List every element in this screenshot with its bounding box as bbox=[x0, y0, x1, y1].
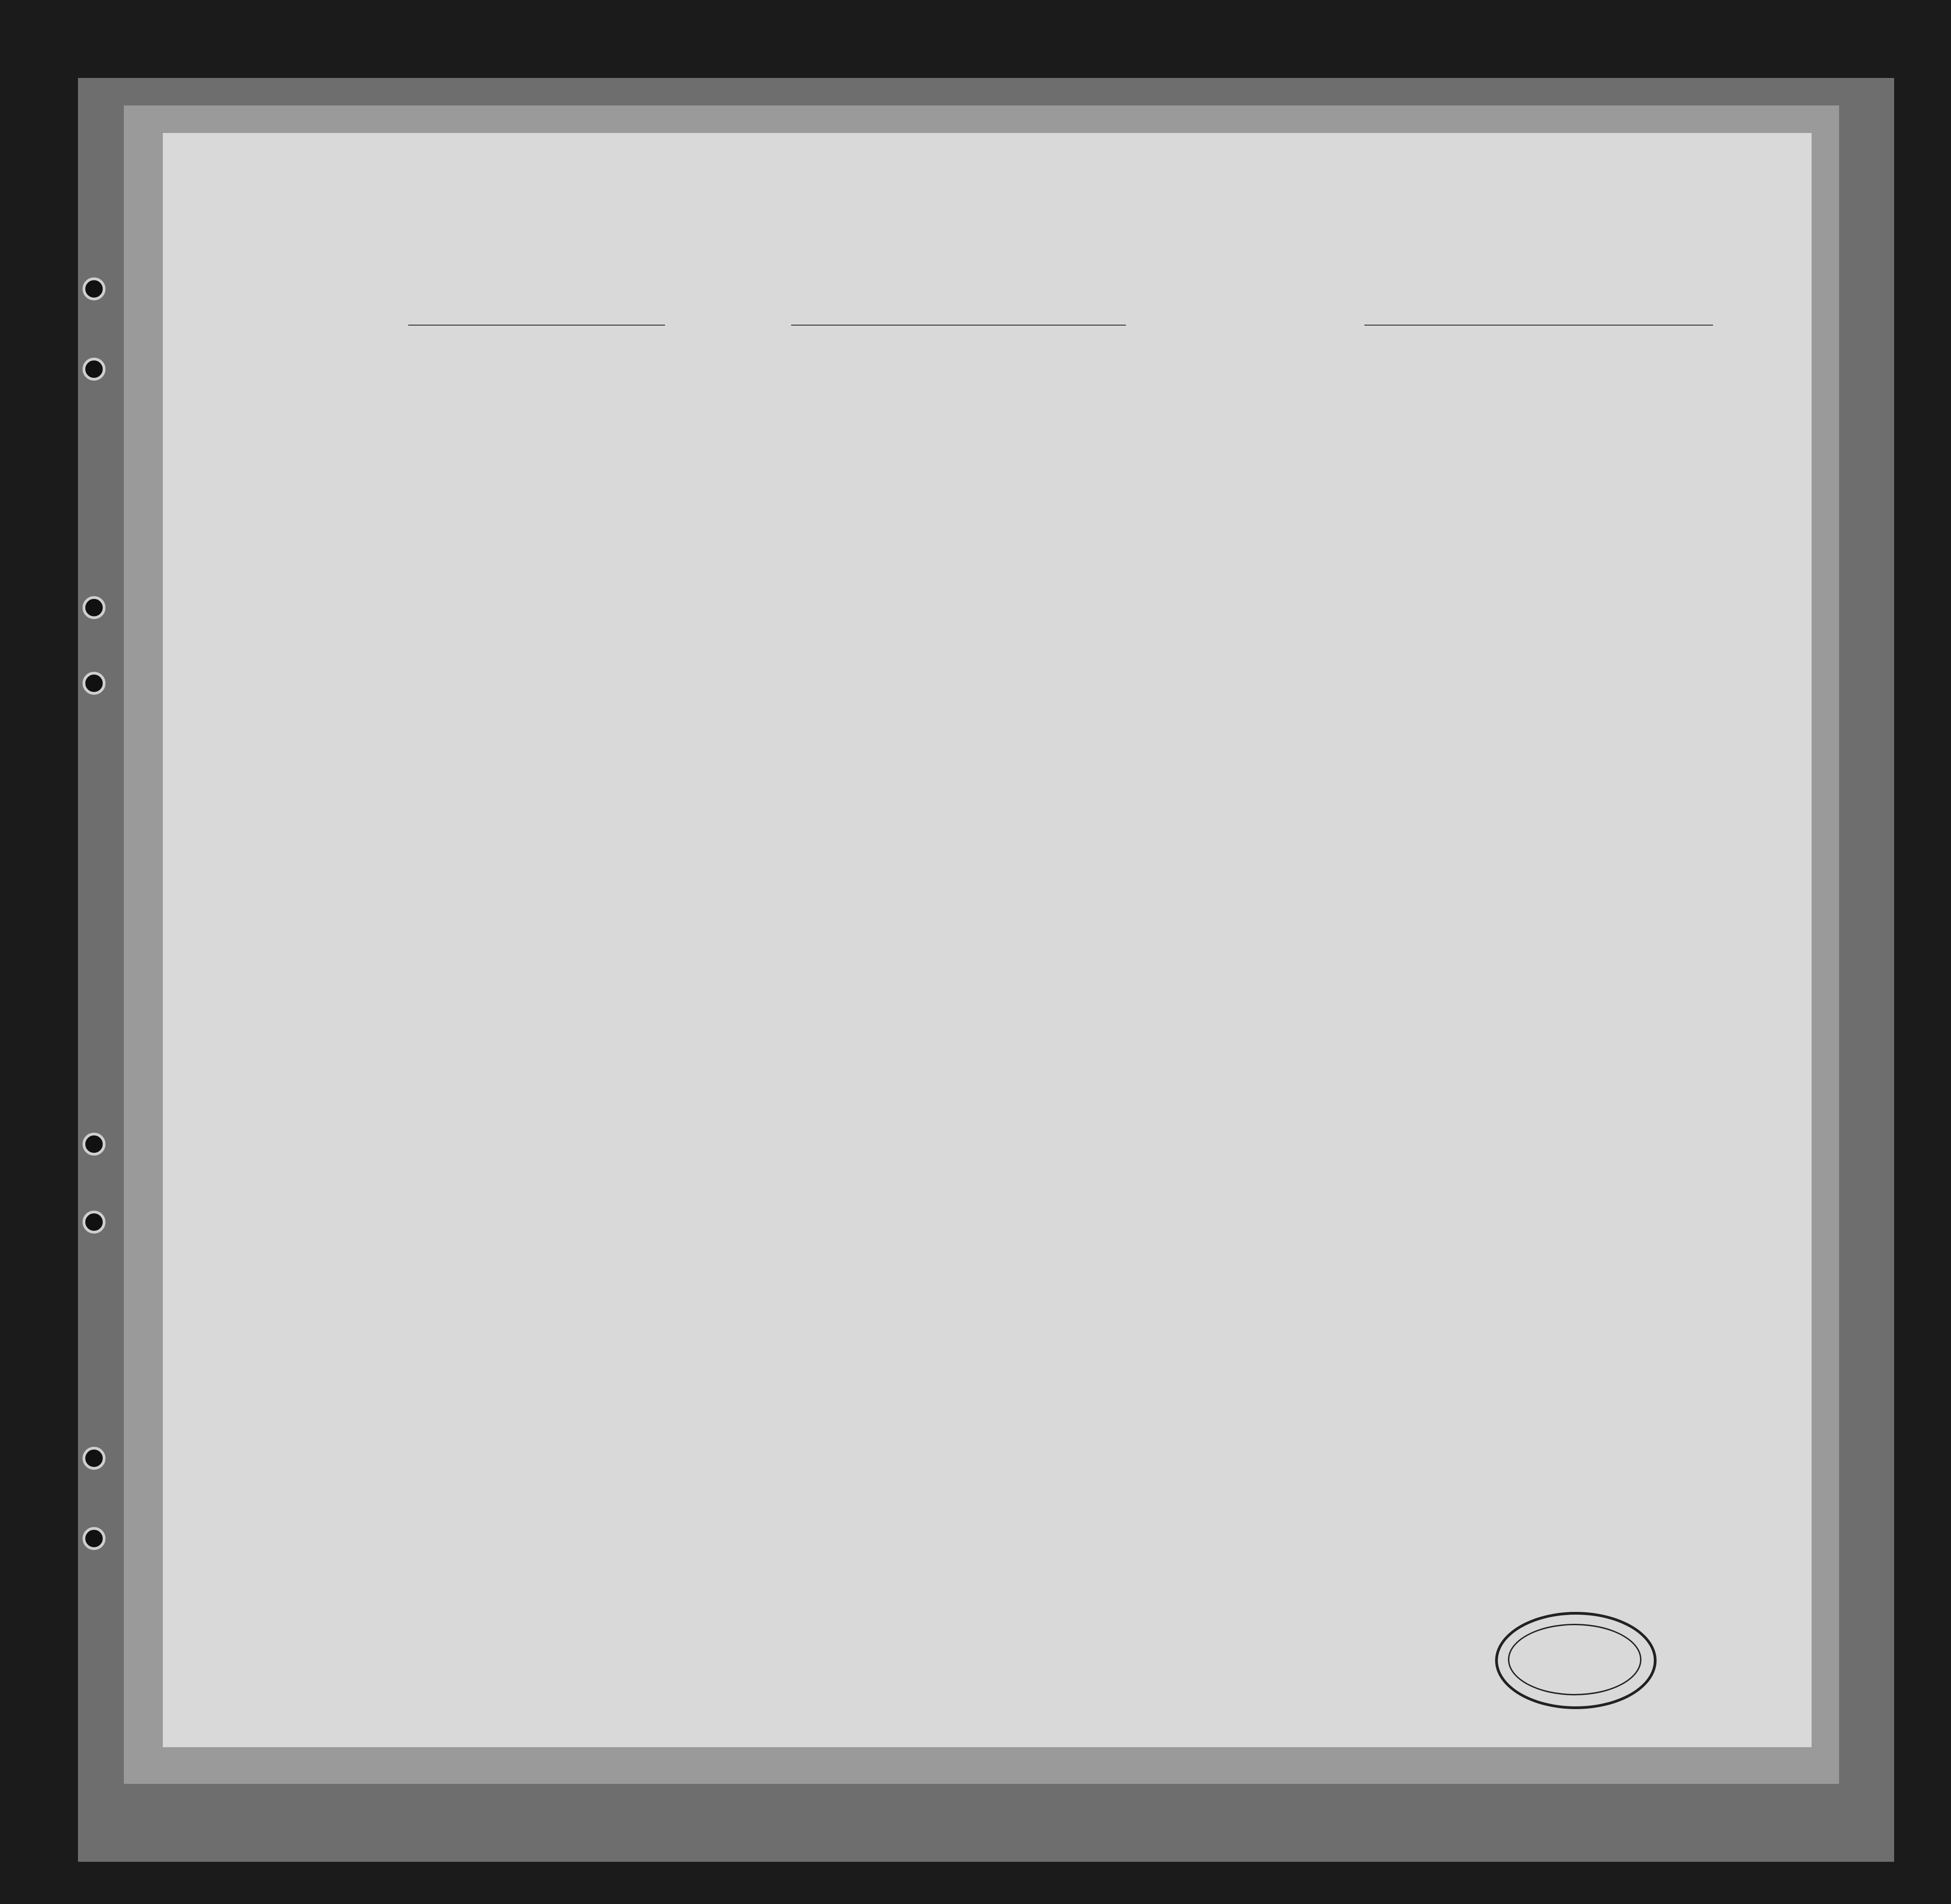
binder-hole bbox=[83, 277, 105, 300]
binder-hole bbox=[83, 672, 105, 695]
manifest-grid bbox=[163, 133, 1812, 1747]
binder-hole bbox=[83, 1527, 105, 1550]
binder-hole bbox=[83, 1211, 105, 1234]
binder-hole bbox=[83, 596, 105, 619]
binder-hole bbox=[83, 1133, 105, 1156]
office-stamp bbox=[1495, 1612, 1657, 1709]
binder-hole bbox=[83, 1447, 105, 1470]
manifest-sheet bbox=[163, 133, 1812, 1747]
binder-hole bbox=[83, 358, 105, 381]
